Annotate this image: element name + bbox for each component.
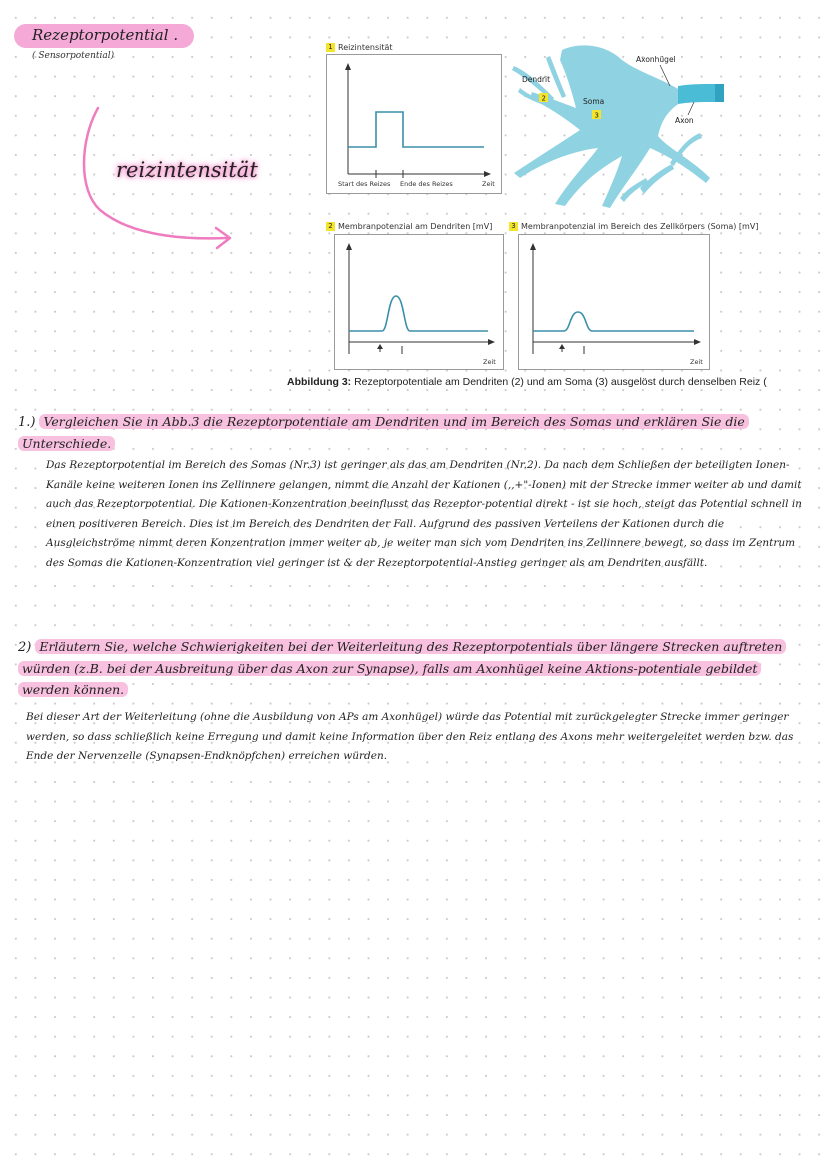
question-1 — [18, 411, 808, 454]
answer-1: Das Rezeptorpotential im Bereich des Somas (Nr.3) ist geringer als das am Dendriten (Nr.2). Da nach dem Schließen der beteiligten Ionen-Kanäle keine weiteren Ionen ins Zellinnere gelangen, nimmt die Anzahl der Kationen (,,+"-Ionen) mit der Strecke immer weiter ab und damit auch das Rezeptorpotential. Die Kationen-Konzentration beeinflusst das Rezeptor-potential direkt - ist sie hoch, steigt das Potential schnell in einen positiveren Bereich. Dies ist im Bereich des Dendriten der Fall. Aufgrund des passiven Verteilens der Kationen durch die Ausgleichströme nimmt deren Konzentration immer weiter ab, je weiter man sich vom Dendriten ins Zellinnere bewegt, so dass im Zentrum des Somas die Kationen-Konzentration viel geringer ist & der Rezeptorpotential-Anstieg geringer als am Dendriten ausfällt. — [46, 459, 802, 569]
chart1-title-text: Reizintensität — [338, 43, 393, 52]
svg-text:3: 3 — [594, 111, 599, 120]
page-subtitle: ( Sensorpotential) — [32, 51, 115, 61]
label-axonhuegel: Axonhügel — [636, 55, 676, 64]
figure-caption — [287, 376, 767, 388]
question-2-text: Erläutern Sie, welche Schwierigkeiten bei der Weiterleitung des Rezeptorpotentials über längere Strecken auftreten würden (z.B. bei der Ausbreitung über das Axon zur Synapse), falls am Axonhügel keine Aktions-potentiale gebildet werden können. — [18, 639, 786, 697]
label-axon: Axon — [675, 116, 694, 125]
chart2-membranpotenzial-dendrit — [334, 234, 504, 370]
chart1-xlabel-end: Ende des Reizes — [400, 180, 453, 188]
chart1-reizintensitaet — [326, 54, 502, 194]
question-1-number: 1.) — [18, 415, 36, 430]
label-soma: Soma — [583, 97, 605, 106]
question-1-text: Vergleichen Sie in Abb.3 die Rezeptorpotentiale am Dendriten und im Bereich des Somas und erklären Sie die Unterschiede. — [18, 414, 749, 451]
chart2-number: 2 — [326, 222, 335, 231]
chart1-xlabel-start: Start des Reizes — [338, 180, 391, 188]
chart3-xlabel: Zeit — [690, 358, 703, 366]
svg-text:2: 2 — [541, 94, 546, 103]
axon-segment — [678, 84, 715, 104]
chart1-title — [326, 43, 393, 52]
chart1-number: 1 — [326, 43, 335, 52]
page-title: Rezeptorpotential . — [14, 24, 194, 48]
figure-caption-label: Abbildung 3: — [287, 376, 352, 388]
chart3-title — [509, 222, 758, 231]
chart3-number: 3 — [509, 222, 518, 231]
neuron-body — [512, 45, 710, 208]
chart2-xlabel: Zeit — [483, 358, 496, 366]
chart3-title-text: Membranpotenzial im Bereich des Zellkörpers (Soma) [mV] — [521, 222, 759, 231]
label-dendrit: Dendrit — [522, 75, 551, 84]
arrow-label: reizintensität — [116, 158, 258, 182]
answer-2: Bei dieser Art der Weiterleitung (ohne die Ausbildung von APs am Axonhügel) würde das Potential mit zurückgelegter Strecke immer geringer werden, so dass schließlich keine Erregung und damit keine Information über den Reiz entlang des Axons mehr weitergeleitet werden bzw. das Ende der Nervenzelle (Synapsen-Endknöpfchen) erreichen würden. — [26, 711, 794, 763]
question-2-number: 2) — [18, 640, 32, 655]
chart3-membranpotenzial-soma — [518, 234, 710, 370]
chart1-xlabel-time: Zeit — [482, 180, 495, 188]
figure-caption-text: Rezeptorpotentiale am Dendriten (2) und am Soma (3) ausgelöst durch denselben Reiz ( — [351, 376, 767, 388]
question-2 — [18, 636, 808, 700]
neuron-illustration — [510, 38, 725, 210]
chart2-title-text: Membranpotenzial am Dendriten [mV] — [338, 222, 493, 231]
chart2-title — [326, 222, 492, 231]
